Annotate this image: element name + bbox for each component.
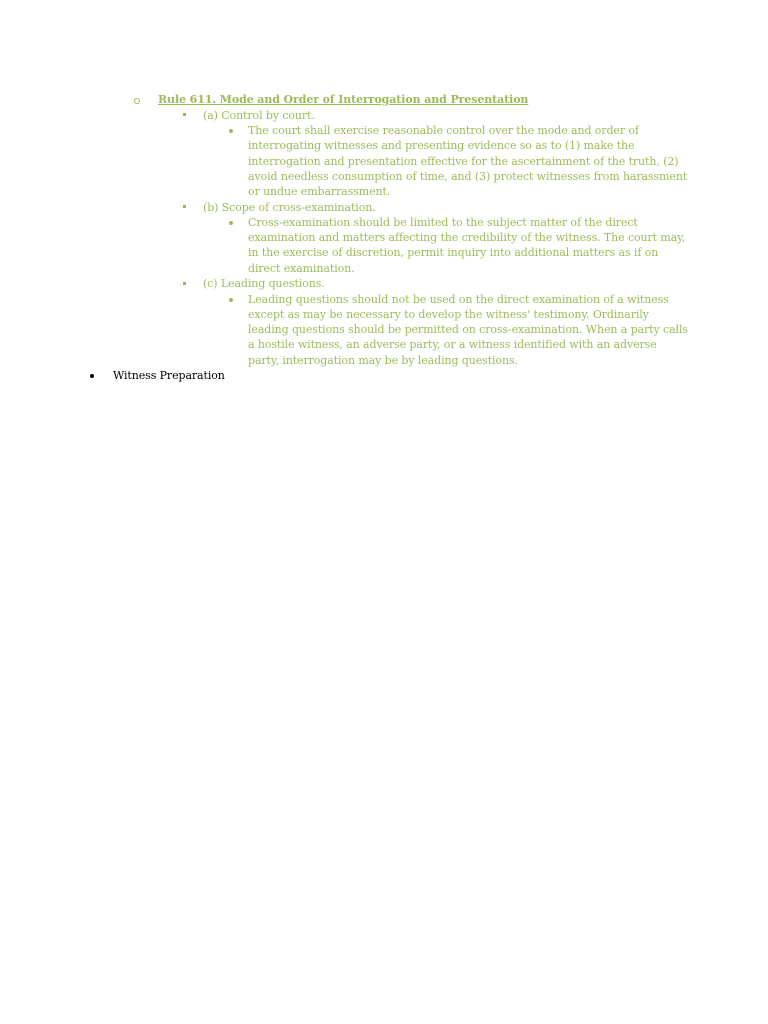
section-c-line-2: except as may be necessary to develop the witness' testimony. Ordinarily xyxy=(248,308,649,321)
section-c-line-1: Leading questions should not be used on the direct examination of a witness xyxy=(248,293,669,306)
section-a-bullet-icon xyxy=(183,113,186,116)
top-level-bullet-icon xyxy=(90,374,94,378)
section-a-line-4: avoid needless consumption of time, and (3) protect witnesses from harassment xyxy=(248,170,688,183)
section-c-text-bullet-icon xyxy=(229,298,233,302)
section-c-label: (c) Leading questions. xyxy=(203,277,325,290)
section-c-line-4: a hostile witness, an adverse party, or a witness identified with an adverse xyxy=(248,338,657,351)
section-a-line-2: interrogating witnesses and presenting evidence so as to (1) make the xyxy=(248,139,635,152)
section-b-bullet-icon xyxy=(183,205,186,208)
section-a-label: (a) Control by court. xyxy=(203,109,315,122)
section-b-line-3: in the exercise of discretion, permit inquiry into additional matters as if on xyxy=(248,246,659,259)
section-b-line-1: Cross-examination should be limited to the subject matter of the direct xyxy=(248,216,638,229)
section-b-line-2: examination and matters affecting the credibility of the witness. The court may, xyxy=(248,231,686,244)
section-a-line-1: The court shall exercise reasonable control over the mode and order of xyxy=(248,124,639,137)
rule-heading: Rule 611. Mode and Order of Interrogation and Presentation xyxy=(158,93,529,106)
section-b-text-bullet-icon xyxy=(229,221,233,225)
section-a-line-5: or undue embarrassment. xyxy=(248,185,391,198)
outline-level2-circle-icon xyxy=(134,98,140,104)
section-c-line-5: party, interrogation may be by leading questions. xyxy=(248,354,518,367)
section-c-line-3: leading questions should be permitted on cross-examination. When a party calls xyxy=(248,323,688,336)
outline-item-witness-preparation: Witness Preparation xyxy=(113,369,225,382)
section-a-line-3: interrogation and presentation effective for the ascertainment of the truth, (2) xyxy=(248,155,679,168)
section-c-bullet-icon xyxy=(183,282,186,285)
section-a-text-bullet-icon xyxy=(229,129,233,133)
section-b-line-4: direct examination. xyxy=(248,262,355,275)
section-b-label: (b) Scope of cross-examination. xyxy=(203,201,376,214)
